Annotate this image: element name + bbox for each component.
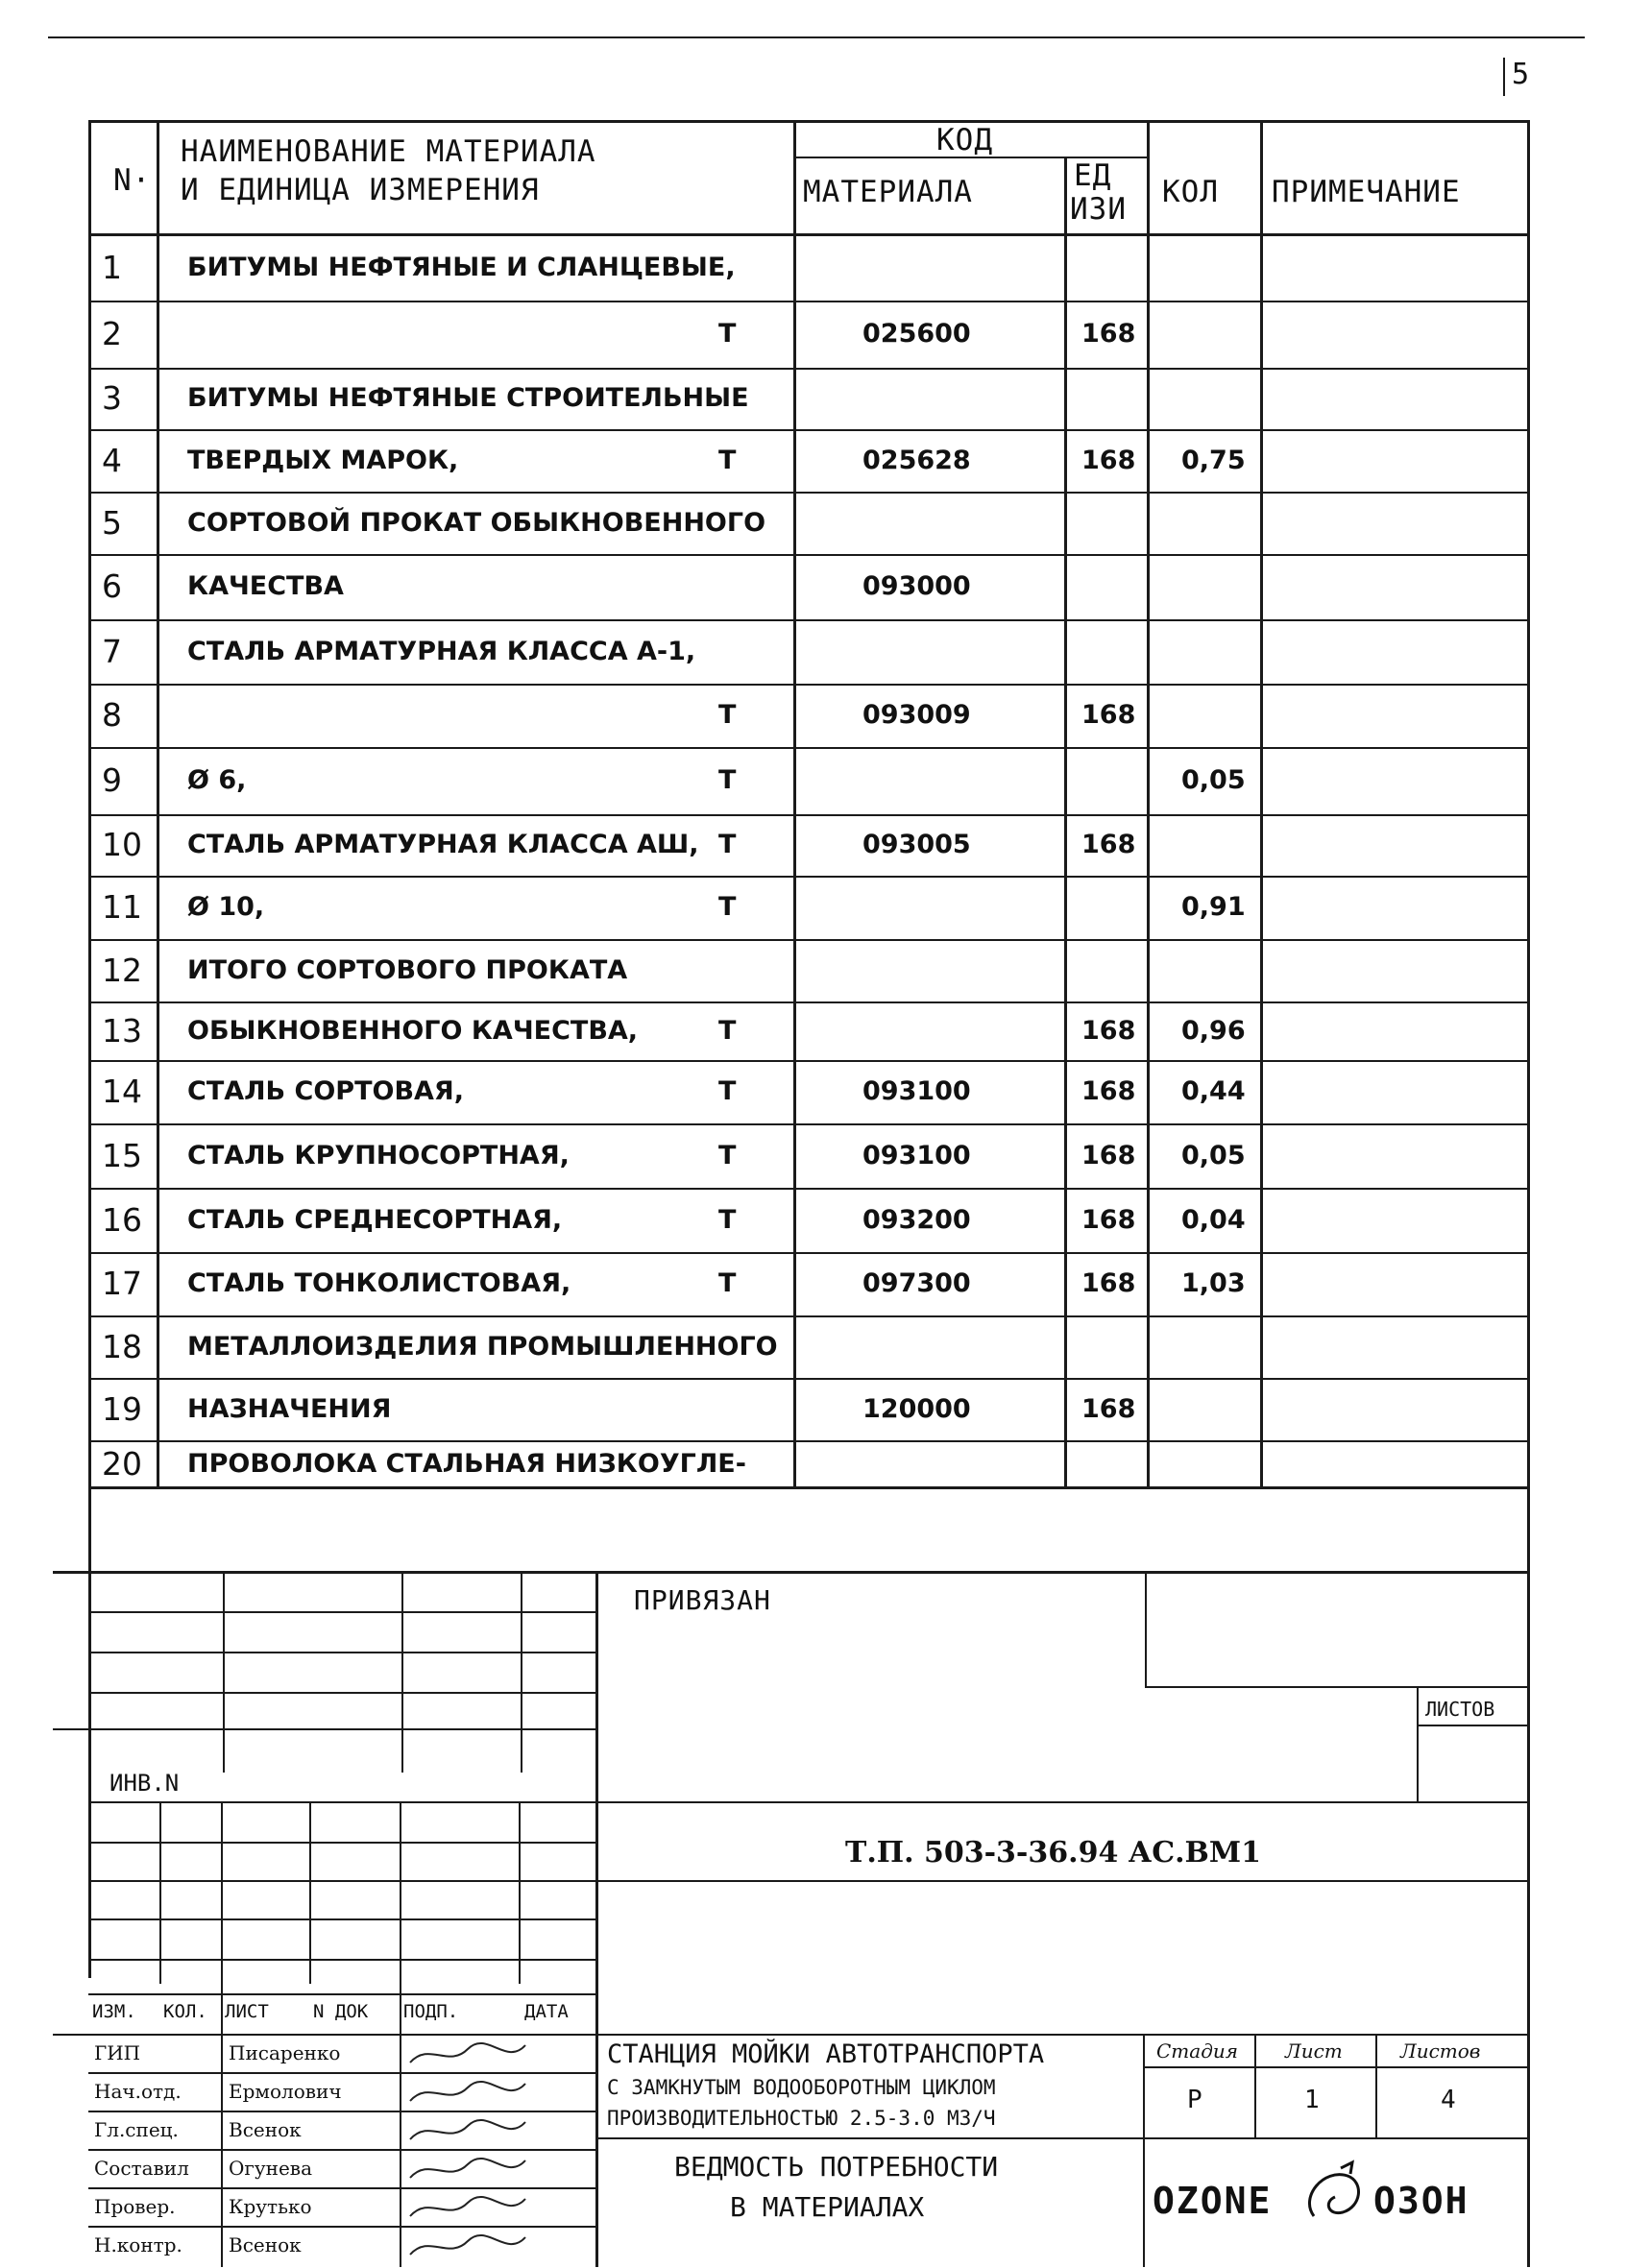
row-rule (88, 1378, 1529, 1380)
row-code: 097300 (862, 1268, 971, 1298)
ozone-logo (1153, 2147, 1522, 2253)
rev-col-5 (519, 1801, 521, 1984)
row-number: 16 (102, 1200, 142, 1239)
row-qty: 0,04 (1181, 1204, 1246, 1235)
col-divider-name (793, 120, 796, 1488)
people-rule-0 (53, 2034, 1529, 2036)
row-number: 9 (102, 761, 122, 799)
header-unit-line1: ЕД (1074, 158, 1112, 193)
rev-col-1 (159, 1801, 161, 1984)
people-rule (88, 2187, 595, 2189)
stage-col-2 (1254, 2034, 1256, 2137)
row-code: 025600 (862, 319, 971, 349)
people-rule (88, 2111, 595, 2112)
row-rule (88, 554, 1529, 556)
row-name: БИТУМЫ НЕФТЯНЫЕ СТРОИТЕЛЬНЫЕ (187, 383, 749, 413)
row-name: ПРОВОЛОКА СТАЛЬНАЯ НИЗКОУГЛЕ- (187, 1449, 746, 1479)
row-ed: 168 (1081, 1393, 1136, 1424)
revision-header: ПОДП. (403, 2001, 459, 2022)
row-rule (88, 429, 1529, 431)
stamp-col-b (401, 1571, 403, 1773)
revision-header: КОЛ. (163, 2001, 207, 2022)
row-rule (88, 1252, 1529, 1254)
page-number: 5 (1512, 58, 1530, 91)
stage-label: Стадия (1156, 2039, 1238, 2063)
row-qty: 0,05 (1181, 1140, 1246, 1170)
row-name: СТАЛЬ ТОНКОЛИСТОВАЯ, (187, 1268, 571, 1298)
header-name-line2: И ЕДИНИЦА ИЗМЕРЕНИЯ (181, 173, 540, 207)
table-border-right (1527, 120, 1530, 1580)
listov-small-divider (1417, 1686, 1419, 1801)
row-number: 13 (102, 1011, 142, 1050)
stamp-left-rule-3 (88, 1692, 597, 1694)
rev-rule-3 (88, 1918, 597, 1920)
row-number: 18 (102, 1327, 142, 1365)
row-rule (88, 368, 1529, 370)
inv-no-label: ИНВ.N (109, 1770, 180, 1797)
row-number: 17 (102, 1265, 142, 1302)
signatory-name: Ермолович (229, 2080, 342, 2103)
row-qty: 0,75 (1181, 445, 1246, 475)
row-code: 093005 (862, 830, 971, 859)
row-code: 120000 (862, 1393, 971, 1424)
stamp-left-rule-1 (88, 1611, 597, 1613)
rev-rule-2 (88, 1880, 597, 1882)
signatory-role: Нач.отд. (94, 2080, 182, 2103)
row-name: СОРТОВОЙ ПРОКАТ ОБЫКНОВЕННОГО (187, 507, 766, 538)
signatory-name: Всенок (229, 2118, 302, 2141)
row-qty: 1,03 (1181, 1268, 1246, 1298)
privyazan-rule (1145, 1686, 1529, 1688)
row-number: 3 (102, 379, 122, 417)
rev-col-3 (309, 1801, 311, 1984)
stamp-left-rule-5 (88, 1801, 1529, 1803)
row-ed: 168 (1081, 445, 1136, 475)
signatory-role: Н.контр. (94, 2233, 182, 2256)
row-ed: 168 (1081, 700, 1136, 730)
col-divider-unit (1147, 120, 1150, 1488)
header-material: МАТЕРИАЛА (803, 175, 973, 209)
col-divider-qty (1260, 120, 1263, 1488)
stamp-right-border (1527, 1571, 1530, 2267)
row-name: КАЧЕСТВА (187, 571, 344, 601)
row-code: 093100 (862, 1076, 971, 1106)
row-name: БИТУМЫ НЕФТЯНЫЕ И СЛАНЦЕВЫЕ, (187, 253, 736, 282)
table-top-rule (88, 120, 1529, 123)
stamp-top-rule (53, 1571, 1529, 1574)
header-code: КОД (936, 123, 993, 157)
row-unit: Т (718, 1140, 737, 1170)
row-rule (88, 1440, 1529, 1442)
signatory-role: ГИП (94, 2041, 141, 2064)
project-title-2: С ЗАМКНУТЫМ ВОДООБОРОТНЫМ ЦИКЛОМ (607, 2076, 996, 2099)
title-rule (595, 2137, 1529, 2139)
logo-swirl-icon (1295, 2159, 1372, 2235)
row-number: 11 (102, 888, 142, 926)
row-unit: Т (718, 892, 737, 922)
privyazan-divider (1145, 1571, 1147, 1686)
signatory-role: Гл.спец. (94, 2118, 179, 2141)
designation: Т.П. 503-3-36.94 АС.ВМ1 (845, 1836, 1261, 1870)
stamp-col-c (521, 1571, 522, 1773)
privyazan-label: ПРИВЯЗАН (634, 1584, 771, 1616)
row-name: Ø 10, (187, 892, 265, 922)
sheet-label: Лист (1285, 2039, 1343, 2063)
row-ed: 168 (1081, 830, 1136, 859)
header-num: N· (113, 163, 152, 198)
revision-header: ДАТА (524, 2001, 569, 2022)
revision-header: N ДОК (313, 2001, 369, 2022)
table-border-left (88, 120, 91, 1978)
row-name: СТАЛЬ СРЕДНЕСОРТНАЯ, (187, 1204, 563, 1235)
doc-title-1: ВЕДМОСТЬ ПОТРЕБНОСТИ (674, 2151, 999, 2183)
stage-rule (1143, 2066, 1529, 2068)
row-name: ТВЕРДЫХ МАРОК, (187, 445, 459, 475)
row-unit: Т (718, 1076, 737, 1106)
doc-title-2: В МАТЕРИАЛАХ (730, 2191, 925, 2223)
header-qty: КОЛ (1162, 175, 1219, 209)
project-title-1: СТАНЦИЯ МОЙКИ АВТОТРАНСПОРТА (607, 2039, 1045, 2069)
row-rule (88, 814, 1529, 816)
logo-left-text: OZONE (1153, 2180, 1273, 2222)
revision-header: ЛИСТ (225, 2001, 269, 2022)
row-name: СТАЛЬ АРМАТУРНАЯ КЛАССА А-1, (187, 636, 696, 666)
row-rule (88, 939, 1529, 941)
people-rule (88, 2149, 595, 2151)
stamp-left-rule-2 (88, 1652, 597, 1653)
rev-rule-4 (88, 1959, 597, 1961)
header-note: ПРИМЕЧАНИЕ (1272, 175, 1461, 209)
row-name: НАЗНАЧЕНИЯ (187, 1393, 392, 1424)
row-qty: 0,05 (1181, 765, 1246, 795)
signature-mark (405, 2191, 530, 2226)
designation-rule (595, 1880, 1529, 1882)
col-divider-code (1064, 158, 1067, 1488)
row-qty: 0,91 (1181, 892, 1246, 922)
row-unit: Т (718, 1268, 737, 1298)
row-number: 8 (102, 696, 122, 734)
row-ed: 168 (1081, 1204, 1136, 1235)
stamp-col-a (223, 1571, 225, 1773)
people-rule (88, 2226, 595, 2228)
header-unit-line2: ИЗИ (1070, 192, 1127, 227)
row-code: 025628 (862, 445, 971, 475)
stage-value: Р (1187, 2086, 1202, 2114)
row-rule (88, 1001, 1529, 1003)
row-unit: Т (718, 445, 737, 475)
row-unit: Т (718, 765, 737, 795)
row-code: 093009 (862, 700, 971, 730)
row-rule (88, 684, 1529, 686)
row-name: СТАЛЬ АРМАТУРНАЯ КЛАССА АШ, (187, 830, 699, 859)
row-number: 14 (102, 1073, 142, 1110)
row-name: МЕТАЛЛОИЗДЕЛИЯ ПРОМЫШЛЕННОГО (187, 1331, 778, 1362)
row-number: 7 (102, 632, 122, 670)
sheets-value: 4 (1441, 2086, 1456, 2114)
signatory-role: Составил (94, 2157, 189, 2180)
col-divider-num (157, 120, 159, 1488)
signatory-name: Всенок (229, 2233, 302, 2256)
row-qty: 0,44 (1181, 1076, 1246, 1106)
logo-right-text: ОЗОН (1373, 2180, 1469, 2222)
row-rule (88, 876, 1529, 878)
header-bottom-rule (88, 233, 1529, 236)
row-rule (88, 1123, 1529, 1125)
row-name: ИТОГО СОРТОВОГО ПРОКАТА (187, 954, 628, 985)
row-number: 10 (102, 826, 142, 863)
row-number: 19 (102, 1389, 142, 1428)
stamp-left-rule-4 (53, 1728, 597, 1730)
signature-mark (405, 2038, 530, 2072)
row-rule (88, 619, 1529, 621)
listov-small-rule (1417, 1725, 1529, 1726)
row-ed: 168 (1081, 1268, 1136, 1298)
row-ed: 168 (1081, 1140, 1136, 1170)
row-code: 093200 (862, 1204, 971, 1235)
row-number: 2 (102, 315, 122, 352)
signatory-role: Провер. (94, 2195, 176, 2218)
row-ed: 168 (1081, 319, 1136, 349)
page-number-tick (1503, 58, 1505, 96)
row-ed: 168 (1081, 1015, 1136, 1046)
row-rule (88, 301, 1529, 302)
row-rule (88, 492, 1529, 494)
row-name: СТАЛЬ КРУПНОСОРТНАЯ, (187, 1140, 570, 1170)
row-number: 20 (102, 1445, 142, 1483)
signature-mark (405, 2076, 530, 2111)
row-unit: Т (718, 1204, 737, 1235)
row-number: 12 (102, 951, 142, 989)
row-name: СТАЛЬ СОРТОВАЯ, (187, 1076, 464, 1106)
row-number: 5 (102, 503, 122, 542)
row-qty: 0,96 (1181, 1015, 1246, 1046)
row-number: 15 (102, 1136, 142, 1174)
row-code: 093000 (862, 571, 971, 601)
header-name-line1: НАИМЕНОВАНИЕ МАТЕРИАЛА (181, 134, 596, 169)
row-code: 093100 (862, 1140, 971, 1170)
row-rule (88, 1060, 1529, 1062)
row-ed: 168 (1081, 1076, 1136, 1106)
table-bottom-rule (88, 1486, 1529, 1489)
row-rule (88, 1315, 1529, 1317)
signatory-name: Писаренко (229, 2041, 341, 2064)
row-unit: Т (718, 700, 737, 730)
row-rule (88, 1188, 1529, 1190)
row-name: Ø 6, (187, 765, 247, 795)
signatory-name: Огунева (229, 2157, 312, 2180)
listov-small-label: ЛИСТОВ (1425, 1698, 1495, 1721)
stage-col-1 (1143, 2034, 1145, 2267)
signature-mark (405, 2230, 530, 2264)
row-number: 4 (102, 441, 122, 479)
rev-header-rule (88, 1993, 597, 1995)
row-number: 6 (102, 567, 122, 605)
people-rule (88, 2072, 595, 2074)
rev-rule-1 (88, 1842, 597, 1844)
stage-col-3 (1375, 2034, 1377, 2137)
row-unit: Т (718, 319, 737, 349)
row-number: 1 (102, 249, 122, 286)
top-rule (48, 36, 1585, 38)
row-unit: Т (718, 830, 737, 859)
signature-mark (405, 2153, 530, 2187)
sheet-value: 1 (1304, 2086, 1320, 2114)
row-unit: Т (718, 1015, 737, 1046)
project-title-3: ПРОИЗВОДИТЕЛЬНОСТЬЮ 2.5-3.0 М3/Ч (607, 2107, 996, 2130)
sheets-label: Листов (1400, 2039, 1481, 2063)
row-rule (88, 747, 1529, 749)
revision-header: ИЗМ. (92, 2001, 136, 2022)
signature-mark (405, 2114, 530, 2149)
signatory-name: Крутько (229, 2195, 312, 2218)
row-name: ОБЫКНОВЕННОГО КАЧЕСТВА, (187, 1015, 639, 1046)
